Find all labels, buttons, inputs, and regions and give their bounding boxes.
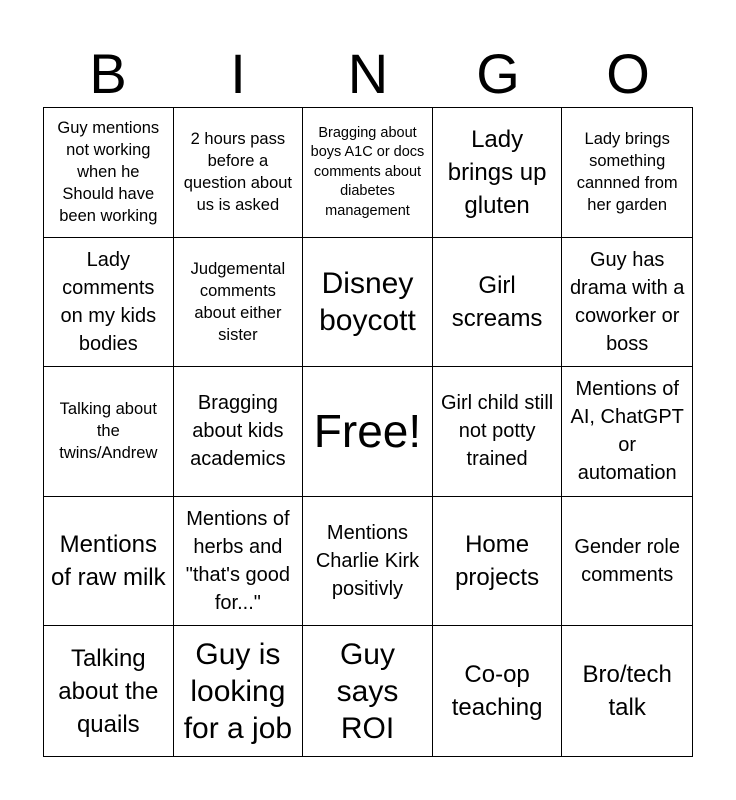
header-letter-n: N bbox=[347, 42, 389, 105]
bingo-cell[interactable]: Bragging about boys A1C or docs comments about diabetes management bbox=[303, 108, 433, 238]
bingo-cell[interactable]: Talking about the quails bbox=[44, 626, 174, 756]
bingo-cell[interactable]: Disney boycott bbox=[303, 238, 433, 368]
header-letter-i: I bbox=[230, 42, 246, 105]
bingo-cell[interactable]: Mentions of raw milk bbox=[44, 497, 174, 627]
bingo-cell[interactable]: Bro/tech talk bbox=[582, 661, 672, 722]
bingo-cell[interactable]: Talking about the twins/Andrew bbox=[44, 367, 174, 497]
bingo-cell[interactable]: Mentions Charlie Kirk positivly bbox=[303, 497, 433, 627]
bingo-cell[interactable]: Girl child still not potty trained bbox=[433, 367, 563, 497]
bingo-cell[interactable]: Girl screams bbox=[433, 238, 563, 368]
bingo-cell[interactable]: Judgemental comments about either sister bbox=[174, 238, 304, 368]
bingo-cell[interactable]: Co-op teaching bbox=[433, 626, 563, 756]
bingo-cell[interactable]: Bragging about kids academics bbox=[174, 367, 304, 497]
bingo-cell[interactable]: 2 hours pass before a question about us is asked bbox=[174, 108, 304, 238]
bingo-cell[interactable]: Home projects bbox=[433, 497, 563, 627]
bingo-cell[interactable]: Mentions of AI, ChatGPT or automation bbox=[562, 367, 692, 497]
header-letter-b: B bbox=[89, 42, 127, 105]
bingo-cell[interactable]: Mentions of herbs and "that's good for..." bbox=[174, 497, 304, 627]
header-letter-g: G bbox=[476, 42, 520, 105]
bingo-cell[interactable]: Lady brings something cannned from her garden bbox=[562, 108, 692, 238]
bingo-cell[interactable]: Lady brings up gluten bbox=[433, 108, 563, 238]
bingo-card bbox=[43, 107, 693, 757]
bingo-cell[interactable]: Gender role comments bbox=[562, 497, 692, 627]
bingo-cell[interactable]: Guy says ROI bbox=[303, 626, 433, 756]
bingo-cell[interactable]: Lady comments on my kids bodies bbox=[44, 238, 174, 368]
bingo-cell[interactable]: Guy is looking for a job bbox=[174, 626, 304, 756]
bingo-cell[interactable]: Guy has drama with a coworker or boss bbox=[562, 238, 692, 368]
free-space-cell[interactable]: Free! bbox=[303, 367, 433, 497]
bingo-cell[interactable]: Guy mentions not working when he Should have been working bbox=[44, 108, 174, 238]
header-letter-o: O bbox=[606, 42, 650, 105]
bingo-header bbox=[43, 42, 693, 106]
